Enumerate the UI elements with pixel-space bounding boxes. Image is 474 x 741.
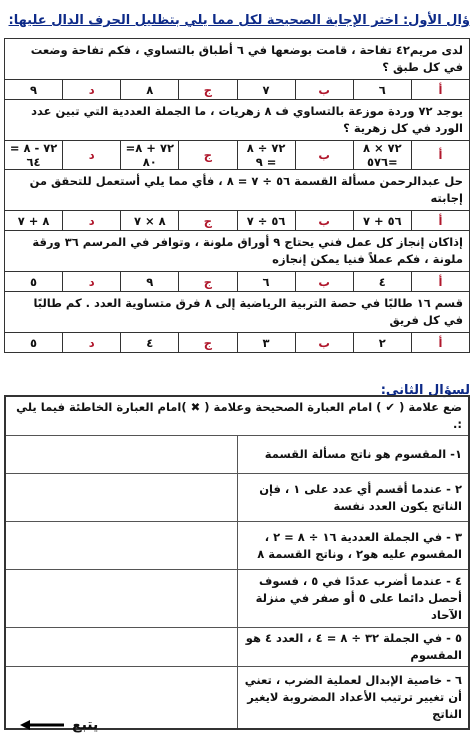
question-text-row	[5, 39, 470, 80]
arrow-left-icon	[20, 720, 64, 730]
statement-text: ٣ - في الجملة العددية ١٦ ÷ ٨ = ٢ ، المقسوم عليه هو٢ ، وناتج القسمة ٨	[237, 522, 469, 570]
option-value[interactable]: ٨	[121, 80, 179, 100]
statement-text: ٦ - خاصية الإبدال لعملية الضرب ، تعني أن تغيير ترتيب الأعداد المضروبة لايغير الناتج	[237, 667, 469, 729]
answer-mark-cell[interactable]	[5, 522, 237, 570]
statement-text: ٥ - في الجملة ٣٢ ÷ ٨ = ٤ ، العدد ٤ هو المقسوم	[237, 628, 469, 667]
question-text-row	[5, 170, 470, 211]
option-value[interactable]: ٥٦ + ٧	[353, 211, 411, 231]
options-row	[5, 141, 470, 170]
option-letter[interactable]: ج	[179, 333, 237, 353]
option-letter[interactable]: د	[63, 80, 121, 100]
option-letter[interactable]: د	[63, 141, 121, 170]
continue-label: يتبع	[72, 717, 99, 733]
answer-mark-cell[interactable]	[5, 628, 237, 667]
option-letter[interactable]: أ	[411, 141, 469, 170]
q2-instruction: ضع علامة ( ✔ ) امام العبارة الصحيحة وعلامة ( ✖ )امام العبارة الخاطئة فيما يلي :.	[5, 396, 469, 436]
options-row	[5, 333, 470, 353]
question-text: حل عبدالرحمن مسألة القسمة ٥٦ ÷ ٧ = ٨ ، فأي مما يلي أستعمل للتحقق من إجابته	[5, 170, 470, 211]
statement-row	[5, 436, 469, 474]
option-letter[interactable]: ب	[295, 333, 353, 353]
option-letter[interactable]: أ	[411, 80, 469, 100]
option-value[interactable]: ٨ + ٧	[5, 211, 63, 231]
option-value[interactable]: ٩	[5, 80, 63, 100]
option-value[interactable]: ٩	[121, 272, 179, 292]
option-letter[interactable]: ج	[179, 211, 237, 231]
instruction-row	[5, 396, 469, 436]
statement-row	[5, 522, 469, 570]
option-value[interactable]: ٢	[353, 333, 411, 353]
answer-mark-cell[interactable]	[5, 474, 237, 522]
options-row	[5, 211, 470, 231]
option-letter[interactable]: أ	[411, 211, 469, 231]
option-letter[interactable]: ب	[295, 141, 353, 170]
option-value[interactable]: ٧٢ + ٨= ٨٠	[121, 141, 179, 170]
option-value[interactable]: ٧٢ × ٨ =٥٧٦	[353, 141, 411, 170]
answer-mark-cell[interactable]	[5, 570, 237, 628]
option-value[interactable]: ٦	[353, 80, 411, 100]
question-1-heading: ؤال الأول: اختر الإجابة الصحيحة لكل مما يلي بتظليل الحرف الدال عليها:	[8, 13, 470, 28]
question-text-row	[5, 100, 470, 141]
option-value[interactable]: ٤	[353, 272, 411, 292]
question-1-table	[4, 38, 470, 353]
question-text-row	[5, 231, 470, 272]
option-value[interactable]: ٤	[121, 333, 179, 353]
question-text: يوجد ٧٢ وردة موزعة بالتساوي ف ٨ زهريات ، ما الجملة العددية التي تبين عدد الورد في كل زهرية ؟	[5, 100, 470, 141]
option-letter[interactable]: ج	[179, 141, 237, 170]
option-letter[interactable]: د	[63, 333, 121, 353]
statement-text: ٤ - عندما أضرب عددًا في ٥ ، فسوف أحصل دائما على ٥ أو صفر في منزلة الآحاد	[237, 570, 469, 628]
question-text: إذاكان إنجاز كل عمل فني يحتاج ٩ أوراق ملونة ، وتوافر في المرسم ٣٦ ورقة ملونة ، فكم عملاً فنيا يمكن إنجازه	[5, 231, 470, 272]
question-text: لدى مريم٤٢ تفاحة ، قامت بوضعها في ٦ أطباق بالتساوي ، فكم تفاحة وضعت في كل طبق ؟	[5, 39, 470, 80]
options-row	[5, 80, 470, 100]
option-value[interactable]: ٦	[237, 272, 295, 292]
option-letter[interactable]: ج	[179, 272, 237, 292]
option-value[interactable]: ٥	[5, 272, 63, 292]
option-value[interactable]: ٧٢ ÷ ٨ = ٩	[237, 141, 295, 170]
statement-text: ١- المقسوم هو ناتج مسألة القسمة	[237, 436, 469, 474]
statement-text: ٢ - عندما أقسم أي عدد على ١ ، فإن الناتج يكون العدد نفسة	[237, 474, 469, 522]
statement-row	[5, 628, 469, 667]
option-letter[interactable]: أ	[411, 333, 469, 353]
option-letter[interactable]: ب	[295, 80, 353, 100]
option-value[interactable]: ٧٢ - ٨ = ٦٤	[5, 141, 63, 170]
question-text-row	[5, 292, 470, 333]
option-value[interactable]: ٣	[237, 333, 295, 353]
question-2-table	[4, 395, 470, 730]
statement-row	[5, 474, 469, 522]
option-letter[interactable]: ب	[295, 272, 353, 292]
question-text: قسم ١٦ طالبًا في حصة التربية الرياضية إلى ٨ فرق متساوية العدد . كم طالبًا في كل فريق	[5, 292, 470, 333]
options-row	[5, 272, 470, 292]
option-letter[interactable]: ج	[179, 80, 237, 100]
option-letter[interactable]: ب	[295, 211, 353, 231]
question-2-heading: لسؤال الثاني:	[380, 383, 470, 398]
option-value[interactable]: ٥٦ ÷ ٧	[237, 211, 295, 231]
answer-mark-cell[interactable]	[5, 436, 237, 474]
statement-row	[5, 570, 469, 628]
option-letter[interactable]: د	[63, 211, 121, 231]
option-value[interactable]: ٨ × ٧	[121, 211, 179, 231]
option-value[interactable]: ٧	[237, 80, 295, 100]
option-letter[interactable]: أ	[411, 272, 469, 292]
continue-footer	[20, 717, 98, 733]
option-value[interactable]: ٥	[5, 333, 63, 353]
option-letter[interactable]: د	[63, 272, 121, 292]
